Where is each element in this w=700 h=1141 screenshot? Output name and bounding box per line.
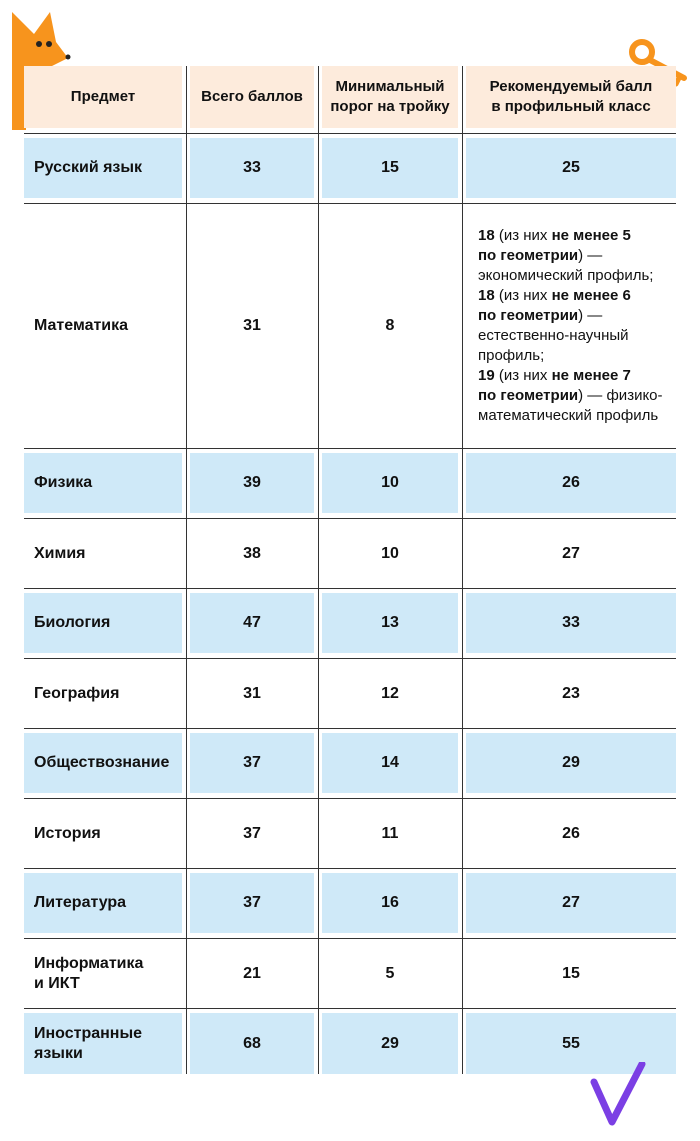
subject-cell: Физика bbox=[24, 453, 182, 513]
rec-cell: 15 bbox=[562, 964, 580, 982]
checkmark-icon bbox=[590, 1062, 646, 1126]
math-text-bold: не менее 6 bbox=[551, 287, 631, 304]
min-cell: 29 bbox=[322, 1013, 458, 1074]
rec-cell: 27 bbox=[466, 873, 676, 933]
subject-cell bbox=[24, 1013, 182, 1074]
math-text: (из них bbox=[494, 287, 552, 304]
math-text-bold: не менее 5 bbox=[551, 227, 631, 244]
row-divider bbox=[24, 868, 676, 869]
total-cell: 37 bbox=[243, 824, 261, 842]
row-divider bbox=[24, 448, 676, 449]
table-row bbox=[24, 873, 676, 933]
total-cell: 33 bbox=[190, 138, 314, 198]
math-text-bold: по геометрии bbox=[478, 387, 579, 404]
subject-line2: и ИКТ bbox=[34, 974, 80, 992]
math-score: 18 bbox=[478, 287, 495, 304]
rec-cell: 26 bbox=[562, 824, 580, 842]
total-cell: 68 bbox=[190, 1013, 314, 1074]
header-rec bbox=[466, 66, 676, 128]
subject-cell: Обществознание bbox=[24, 733, 182, 793]
subject-cell: Биология bbox=[24, 593, 182, 653]
total-cell: 38 bbox=[243, 544, 261, 562]
rec-cell: 26 bbox=[466, 453, 676, 513]
min-cell: 10 bbox=[381, 544, 399, 562]
header-min-line1: Минимальный bbox=[335, 78, 445, 95]
subject-cell: Математика bbox=[34, 317, 129, 334]
rec-cell: 25 bbox=[466, 138, 676, 198]
header-subject: Предмет bbox=[24, 66, 182, 128]
row-divider bbox=[24, 1008, 676, 1009]
subject-cell: География bbox=[34, 684, 120, 702]
row-divider bbox=[24, 728, 676, 729]
math-text-bold: не менее 7 bbox=[551, 367, 631, 384]
row-divider bbox=[24, 588, 676, 589]
rec-cell: 23 bbox=[562, 684, 580, 702]
header-min-line2: порог на тройку bbox=[330, 98, 450, 115]
subject-cell: Русский язык bbox=[24, 138, 182, 198]
table-row bbox=[24, 799, 676, 868]
min-cell: 11 bbox=[381, 824, 399, 842]
row-divider bbox=[24, 133, 676, 134]
table-row bbox=[24, 593, 676, 653]
table-row bbox=[24, 1013, 676, 1074]
math-text: (из них bbox=[494, 227, 552, 244]
rec-cell bbox=[466, 204, 676, 448]
total-cell: 39 bbox=[190, 453, 314, 513]
math-text-bold: по геометрии bbox=[478, 247, 579, 264]
table-row bbox=[24, 138, 676, 198]
table-header bbox=[24, 66, 676, 128]
rec-cell: 29 bbox=[466, 733, 676, 793]
rec-cell: 55 bbox=[466, 1013, 676, 1074]
math-text-bold: по геометрии bbox=[478, 307, 579, 324]
min-cell: 12 bbox=[381, 684, 399, 702]
math-text: (из них bbox=[494, 367, 552, 384]
subject-line1: Иностранные bbox=[34, 1024, 143, 1042]
math-text: ) — физико-математический профиль bbox=[478, 387, 663, 424]
table-row bbox=[24, 519, 676, 588]
table-row bbox=[24, 453, 676, 513]
subject-cell: Химия bbox=[34, 544, 86, 562]
total-cell: 37 bbox=[190, 733, 314, 793]
rec-cell: 27 bbox=[562, 544, 580, 562]
subject-cell: История bbox=[34, 824, 101, 842]
subject-line2: языки bbox=[34, 1044, 83, 1062]
math-text: ) — экономический профиль; bbox=[478, 247, 654, 284]
total-cell: 47 bbox=[190, 593, 314, 653]
subject-cell bbox=[24, 939, 182, 1008]
total-cell: 37 bbox=[190, 873, 314, 933]
header-min bbox=[322, 66, 458, 128]
total-cell: 21 bbox=[243, 964, 261, 982]
min-cell: 10 bbox=[322, 453, 458, 513]
table-row bbox=[24, 733, 676, 793]
min-cell: 8 bbox=[385, 317, 395, 334]
total-cell: 31 bbox=[243, 317, 261, 334]
table-row bbox=[24, 204, 676, 448]
header-rec-line1: Рекомендуемый балл bbox=[489, 78, 653, 95]
rec-cell: 33 bbox=[466, 593, 676, 653]
header-total: Всего баллов bbox=[190, 66, 314, 128]
math-text: ) — естественно-научный профиль; bbox=[478, 307, 629, 364]
min-cell: 13 bbox=[322, 593, 458, 653]
math-score: 18 bbox=[478, 227, 495, 244]
min-cell: 5 bbox=[385, 964, 395, 982]
subject-cell: Литература bbox=[24, 873, 182, 933]
min-cell: 15 bbox=[322, 138, 458, 198]
table-row bbox=[24, 659, 676, 728]
header-rec-line2: в профильный класс bbox=[491, 98, 651, 115]
min-cell: 16 bbox=[322, 873, 458, 933]
min-cell: 14 bbox=[322, 733, 458, 793]
subject-line1: Информатика bbox=[34, 954, 144, 972]
total-cell: 31 bbox=[243, 684, 261, 702]
math-recommendation bbox=[466, 226, 676, 426]
table-row bbox=[24, 939, 676, 1008]
math-score: 19 bbox=[478, 367, 495, 384]
